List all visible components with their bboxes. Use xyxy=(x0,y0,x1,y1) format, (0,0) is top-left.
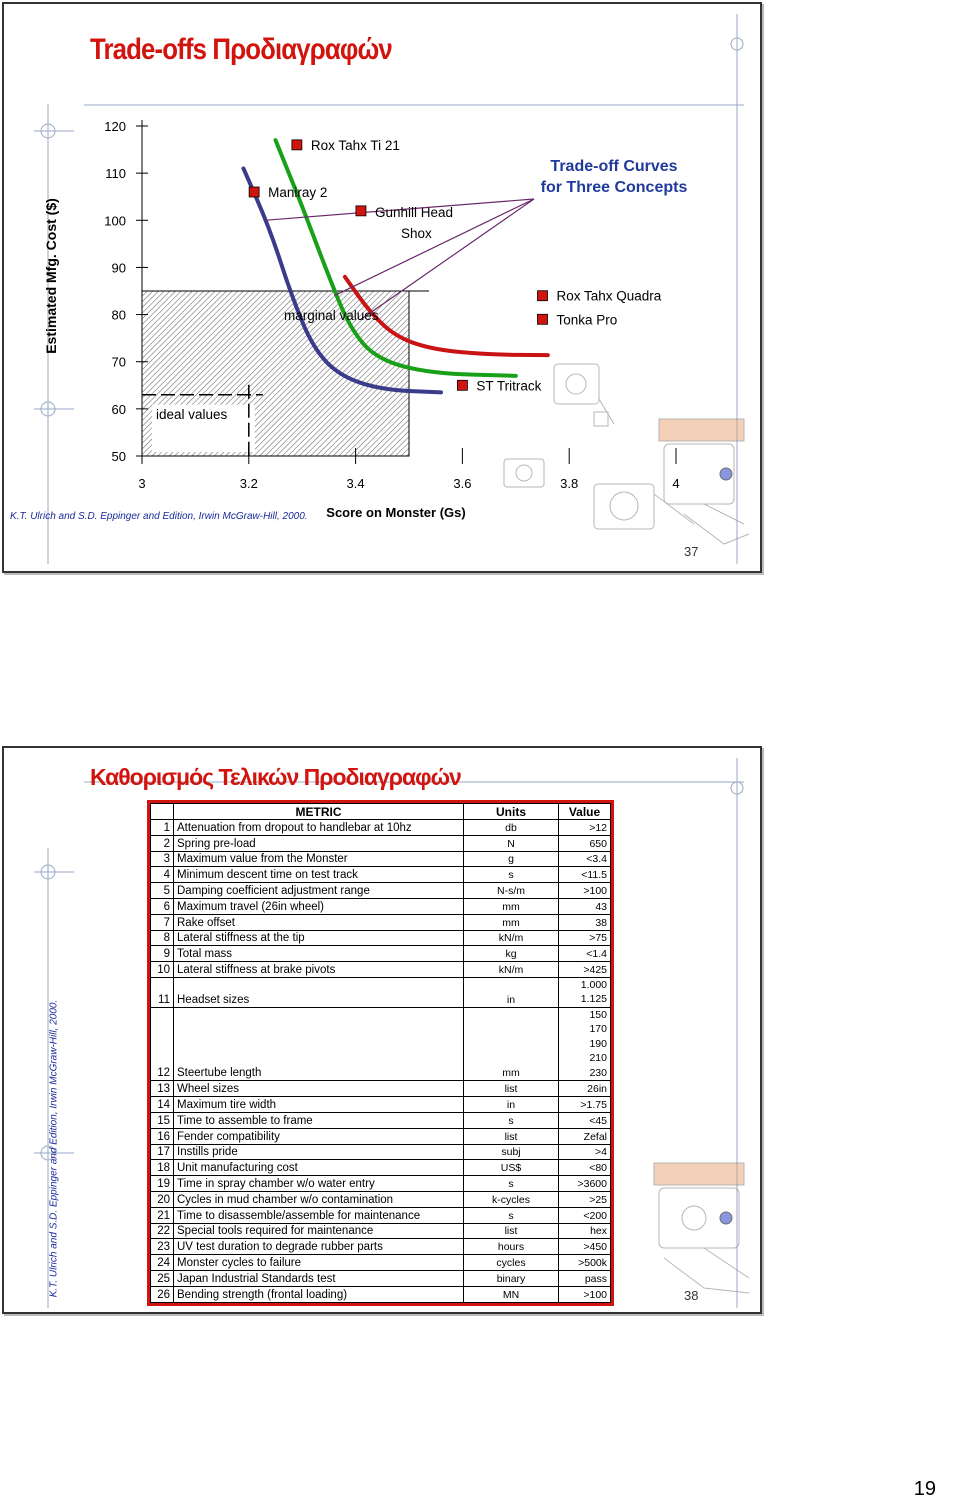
row-value: >100 xyxy=(559,883,611,899)
row-number: 19 xyxy=(151,1176,174,1192)
row-metric: Damping coefficient adjustment range xyxy=(174,883,464,899)
table-row xyxy=(151,1207,611,1223)
y-tick-label: 100 xyxy=(104,213,126,229)
row-unit: kN/m xyxy=(464,962,559,978)
table-row xyxy=(151,946,611,962)
row-value: >12 xyxy=(559,820,611,836)
y-tick-label: 120 xyxy=(104,119,126,134)
row-value: 38 xyxy=(559,914,611,930)
concept-label: Gunhill Head xyxy=(374,204,453,220)
row-value: >4 xyxy=(559,1144,611,1160)
row-number: 11 xyxy=(151,977,174,1007)
row-unit: list xyxy=(464,1223,559,1239)
concept-label-line2: Shox xyxy=(400,225,432,241)
row-number: 3 xyxy=(151,851,174,867)
row-unit: list xyxy=(464,1128,559,1144)
row-metric: Unit manufacturing cost xyxy=(174,1160,464,1176)
row-metric: Spring pre-load xyxy=(174,835,464,851)
row-unit: s xyxy=(464,867,559,883)
table-header-row xyxy=(151,804,611,820)
row-value: <45 xyxy=(559,1113,611,1129)
row-value-option: 170 xyxy=(589,1023,607,1036)
row-unit: N xyxy=(464,835,559,851)
row-value: >75 xyxy=(559,930,611,946)
table-row xyxy=(151,977,611,1007)
concept-marker xyxy=(538,291,548,301)
table-row xyxy=(151,1271,611,1287)
row-unit: s xyxy=(464,1207,559,1223)
row-value-option: 1.000 xyxy=(580,978,607,991)
row-number: 6 xyxy=(151,898,174,914)
row-unit: kN/m xyxy=(464,930,559,946)
row-value-option: 190 xyxy=(589,1037,607,1050)
row-metric: Instills pride xyxy=(174,1144,464,1160)
table-row xyxy=(151,914,611,930)
slide-title: Trade-offs Προδιαγραφών xyxy=(90,33,392,66)
slide-number: 37 xyxy=(684,544,699,559)
row-number: 15 xyxy=(151,1113,174,1129)
row-unit: N-s/m xyxy=(464,883,559,899)
slide-37 xyxy=(2,2,762,573)
row-metric: Maximum value from the Monster xyxy=(174,851,464,867)
concept-label: Rox Tahx Ti 21 xyxy=(310,137,400,153)
row-unit: cycles xyxy=(464,1255,559,1271)
slide-title: Καθορισμός Τελικών Προδιαγραφών xyxy=(90,764,461,790)
row-metric: Bending strength (frontal loading) xyxy=(174,1286,464,1302)
specifications-table xyxy=(147,800,614,1306)
concept-marker xyxy=(356,206,366,216)
row-number: 13 xyxy=(151,1081,174,1097)
row-value: Zefal xyxy=(559,1128,611,1144)
row-metric: Monster cycles to failure xyxy=(174,1255,464,1271)
row-unit: g xyxy=(464,851,559,867)
row-value: >1.75 xyxy=(559,1097,611,1113)
row-unit: db xyxy=(464,820,559,836)
y-tick-label: 70 xyxy=(111,354,126,370)
table-row xyxy=(151,962,611,978)
table-row xyxy=(151,1192,611,1208)
row-metric: UV test duration to degrade rubber parts xyxy=(174,1239,464,1255)
concept-marker xyxy=(457,380,467,390)
row-metric: Maximum tire width xyxy=(174,1097,464,1113)
concept-marker xyxy=(292,140,302,150)
row-value: 26in xyxy=(559,1081,611,1097)
row-number: 7 xyxy=(151,914,174,930)
row-unit: subj xyxy=(464,1144,559,1160)
row-value: <80 xyxy=(559,1160,611,1176)
concept-label: Maniray 2 xyxy=(268,185,328,200)
row-value: <3.4 xyxy=(559,851,611,867)
row-number: 20 xyxy=(151,1192,174,1208)
header-value: Value xyxy=(559,804,611,820)
row-value: >3600 xyxy=(559,1176,611,1192)
y-tick-label: 90 xyxy=(111,260,126,276)
concept-marker xyxy=(249,187,259,197)
row-unit: mm xyxy=(464,898,559,914)
table-row xyxy=(151,1286,611,1302)
curves-title xyxy=(534,156,694,198)
row-number: 8 xyxy=(151,930,174,946)
row-number: 5 xyxy=(151,883,174,899)
curves-title-line1: Trade-off Curves xyxy=(550,158,678,175)
row-unit: mm xyxy=(464,1007,559,1081)
row-metric: Wheel sizes xyxy=(174,1081,464,1097)
row-number: 12 xyxy=(151,1007,174,1081)
row-metric: Headset sizes xyxy=(174,977,464,1007)
row-number: 1 xyxy=(151,820,174,836)
concept-label: Rox Tahx Quadra xyxy=(556,288,662,304)
y-tick-label: 80 xyxy=(111,307,126,323)
table-row xyxy=(151,867,611,883)
citation: K.T. Ulrich and S.D. Eppinger and Edition, Irwin McGraw-Hill, 2000. xyxy=(10,511,308,522)
header-units: Units xyxy=(464,804,559,820)
row-unit: list xyxy=(464,1081,559,1097)
slide-number: 38 xyxy=(684,1288,699,1303)
x-axis-label: Score on Monster (Gs) xyxy=(326,505,466,520)
table-row xyxy=(151,1160,611,1176)
row-number: 18 xyxy=(151,1160,174,1176)
row-value-option: 210 xyxy=(589,1052,607,1065)
row-metric: Special tools required for maintenance xyxy=(174,1223,464,1239)
y-tick-label: 50 xyxy=(111,449,126,464)
row-value xyxy=(559,977,611,1007)
x-tick-label: 3.4 xyxy=(346,476,365,491)
row-metric: Total mass xyxy=(174,946,464,962)
table-row xyxy=(151,851,611,867)
table-row xyxy=(151,1081,611,1097)
row-value: hex xyxy=(559,1223,611,1239)
ideal-values-label: ideal values xyxy=(156,407,228,422)
row-number: 17 xyxy=(151,1144,174,1160)
curves-title-line2: for Three Concepts xyxy=(540,179,688,196)
row-value: <11.5 xyxy=(559,867,611,883)
row-unit: kg xyxy=(464,946,559,962)
citation-vertical: K.T. Ulrich and S.D. Eppinger and Edition, Irwin McGraw-Hill, 2000. xyxy=(48,999,60,1298)
row-number: 4 xyxy=(151,867,174,883)
row-unit: s xyxy=(464,1113,559,1129)
row-value: <1.4 xyxy=(559,946,611,962)
table-body xyxy=(151,820,611,1303)
table-row xyxy=(151,1144,611,1160)
row-number: 14 xyxy=(151,1097,174,1113)
row-metric: Steertube length xyxy=(174,1007,464,1081)
row-value: >25 xyxy=(559,1192,611,1208)
x-tick-label: 4 xyxy=(672,476,680,491)
page-number: 19 xyxy=(913,1478,936,1500)
row-number: 22 xyxy=(151,1223,174,1239)
row-unit: mm xyxy=(464,914,559,930)
table-row xyxy=(151,1113,611,1129)
row-unit: k-cycles xyxy=(464,1192,559,1208)
header-number xyxy=(151,804,174,820)
row-value: 650 xyxy=(559,835,611,851)
row-metric: Fender compatibility xyxy=(174,1128,464,1144)
x-tick-label: 3.2 xyxy=(239,476,258,491)
row-number: 2 xyxy=(151,835,174,851)
table-row xyxy=(151,835,611,851)
row-value: <200 xyxy=(559,1207,611,1223)
table-row xyxy=(151,1223,611,1239)
row-unit: MN xyxy=(464,1286,559,1302)
row-metric: Lateral stiffness at brake pivots xyxy=(174,962,464,978)
row-number: 26 xyxy=(151,1286,174,1302)
row-number: 21 xyxy=(151,1207,174,1223)
row-number: 25 xyxy=(151,1271,174,1287)
row-value-option: 1.125 xyxy=(580,993,607,1006)
table-row xyxy=(151,883,611,899)
table-row xyxy=(151,1007,611,1081)
row-metric: Cycles in mud chamber w/o contamination xyxy=(174,1192,464,1208)
row-value: pass xyxy=(559,1271,611,1287)
row-number: 23 xyxy=(151,1239,174,1255)
x-tick-label: 3.6 xyxy=(453,476,472,491)
row-unit: hours xyxy=(464,1239,559,1255)
row-number: 10 xyxy=(151,962,174,978)
x-tick-label: 3.8 xyxy=(560,476,579,491)
table-row xyxy=(151,1239,611,1255)
row-number: 24 xyxy=(151,1255,174,1271)
row-metric: Attenuation from dropout to handlebar at 10hz xyxy=(174,820,464,836)
table-row xyxy=(151,930,611,946)
table-row xyxy=(151,820,611,836)
row-unit: in xyxy=(464,1097,559,1113)
concept-label: ST Tritrack xyxy=(476,378,542,394)
row-value: >450 xyxy=(559,1239,611,1255)
row-metric: Time to assemble to frame xyxy=(174,1113,464,1129)
row-number: 9 xyxy=(151,946,174,962)
row-number: 16 xyxy=(151,1128,174,1144)
table-row xyxy=(151,898,611,914)
table-row xyxy=(151,1128,611,1144)
x-tick-label: 3 xyxy=(138,476,146,491)
row-value: >425 xyxy=(559,962,611,978)
row-value: >100 xyxy=(559,1286,611,1302)
row-metric: Maximum travel (26in wheel) xyxy=(174,898,464,914)
row-value-option: 150 xyxy=(589,1008,607,1021)
concept-label: Tonka Pro xyxy=(556,312,618,328)
row-value: 43 xyxy=(559,898,611,914)
table-row xyxy=(151,1097,611,1113)
row-metric: Time in spray chamber w/o water entry xyxy=(174,1176,464,1192)
concept-marker xyxy=(538,314,548,324)
table-row xyxy=(151,1176,611,1192)
row-value xyxy=(559,1007,611,1081)
row-metric: Lateral stiffness at the tip xyxy=(174,930,464,946)
trade-off-chart xyxy=(4,4,762,573)
row-metric: Time to disassemble/assemble for maintenance xyxy=(174,1207,464,1223)
row-value: >500k xyxy=(559,1255,611,1271)
row-unit: US$ xyxy=(464,1160,559,1176)
row-metric: Japan Industrial Standards test xyxy=(174,1271,464,1287)
row-value-option: 230 xyxy=(589,1066,607,1079)
row-unit: in xyxy=(464,977,559,1007)
y-tick-label: 60 xyxy=(111,401,126,417)
row-unit: binary xyxy=(464,1271,559,1287)
marginal-values-label: marginal values xyxy=(284,308,379,323)
row-unit: s xyxy=(464,1176,559,1192)
table-row xyxy=(151,1255,611,1271)
y-axis-label: Estimated Mfg. Cost ($) xyxy=(43,198,59,354)
header-metric: METRIC xyxy=(174,804,464,820)
row-metric: Minimum descent time on test track xyxy=(174,867,464,883)
row-metric: Rake offset xyxy=(174,914,464,930)
y-tick-label: 110 xyxy=(105,166,126,182)
